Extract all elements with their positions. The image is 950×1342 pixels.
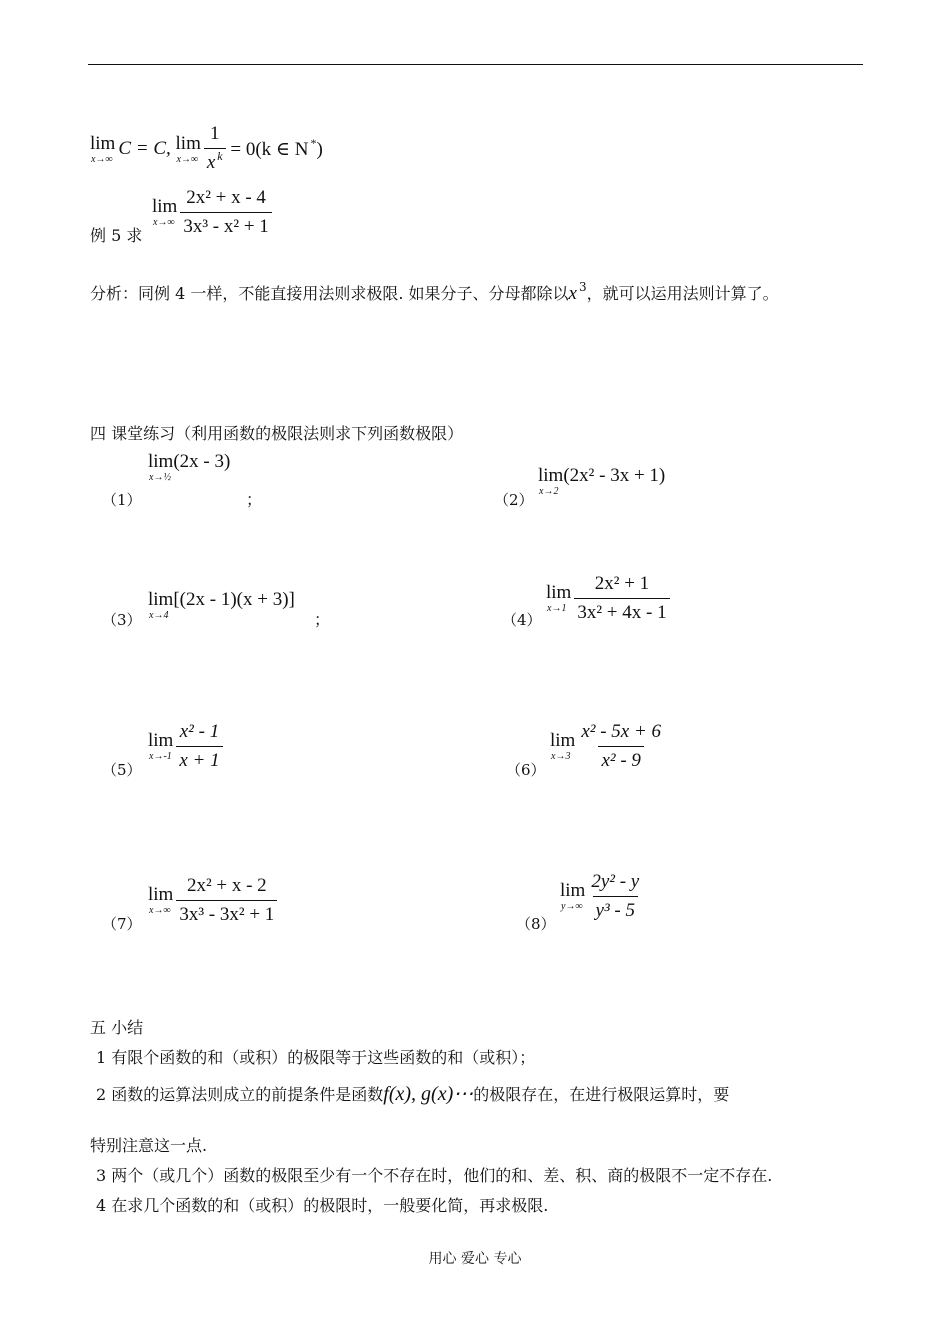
problem1-expr: lim(2x - 3) x→½ [148, 451, 231, 483]
problem4-expr: lim x→1 $\frac{\text{2x² + 1}}{\text{3x² + 4x - 1}}$ [546, 572, 670, 625]
problem5-label: （5） [102, 761, 142, 779]
example5-limit: lim x→∞ $\frac{\text{2x² + x - 4}}{\text{3x³ - x² + 1}}$ [152, 186, 272, 239]
problem1-suffix: ； [246, 490, 263, 509]
problem8-expr: lim y→∞ $\frac{\text{2y² - y}}{\text{y³ - 5}}$ [560, 871, 640, 921]
problem6-expr: lim x→3 $\frac{\text{x² - 5x + 6}}{\text{x² - 9}}$ [550, 721, 662, 771]
problem6-label: （6） [506, 761, 546, 779]
problem8-label: （8） [516, 915, 556, 933]
summary-item-2: 2 函数的运算法则成立的前提条件是函数f(x), g(x)⋯的极限存在，在进行极限运算时，要 [96, 1083, 730, 1105]
example5-label: 例 5 求 [90, 226, 143, 245]
problem3-label: （3） [102, 611, 142, 629]
summary-item-2-cont: 特别注意这一点. [90, 1136, 208, 1155]
section4-heading: 四 课堂练习（利用函数的极限法则求下列函数极限） [90, 424, 464, 443]
summary-item-1: 1 有限个函数的和（或积）的极限等于这些函数的和（或积）； [96, 1048, 536, 1067]
section5-heading: 五 小结 [90, 1018, 144, 1037]
analysis-text: 分析：同例 4 一样，不能直接用法则求极限. 如果分子、分母都除以x $^3$，就可以运用法则计算了。 [90, 280, 779, 304]
summary-item-4: 4 在求几个函数的和（或积）的极限时，一般要化简，再求极限. [96, 1196, 549, 1215]
problem2-label: （2） [494, 491, 534, 509]
problem7-expr: lim x→∞ $\frac{\text{2x² + x - 2}}{\text{3x³ - 3x² + 1}}$ [148, 874, 277, 927]
page-footer: 用心 爱心 专心 [428, 1251, 522, 1267]
problem3-suffix: ； [314, 610, 331, 629]
problem7-label: （7） [102, 915, 142, 933]
problem3-expr: lim[(2x - 1)(x + 3)] x→4 [148, 589, 295, 621]
summary-item-3: 3 两个（或几个）函数的极限至少有一个不存在时，他们的和、差、积、商的极限不一定不存在. [96, 1166, 773, 1185]
problem1-label: （1） [102, 491, 142, 509]
problem4-label: （4） [502, 611, 542, 629]
problem5-expr: lim x→-1 $\frac{\text{x² - 1}}{x + 1}$ [148, 720, 223, 773]
header-rule [88, 64, 863, 65]
problem2-expr: lim(2x² - 3x + 1) x→2 [538, 465, 666, 497]
formula-limit-rules: lim x→∞ C = C, lim x→∞ $\frac{1}{x ^k}$ = 0(k ∈ N *) [90, 122, 323, 176]
